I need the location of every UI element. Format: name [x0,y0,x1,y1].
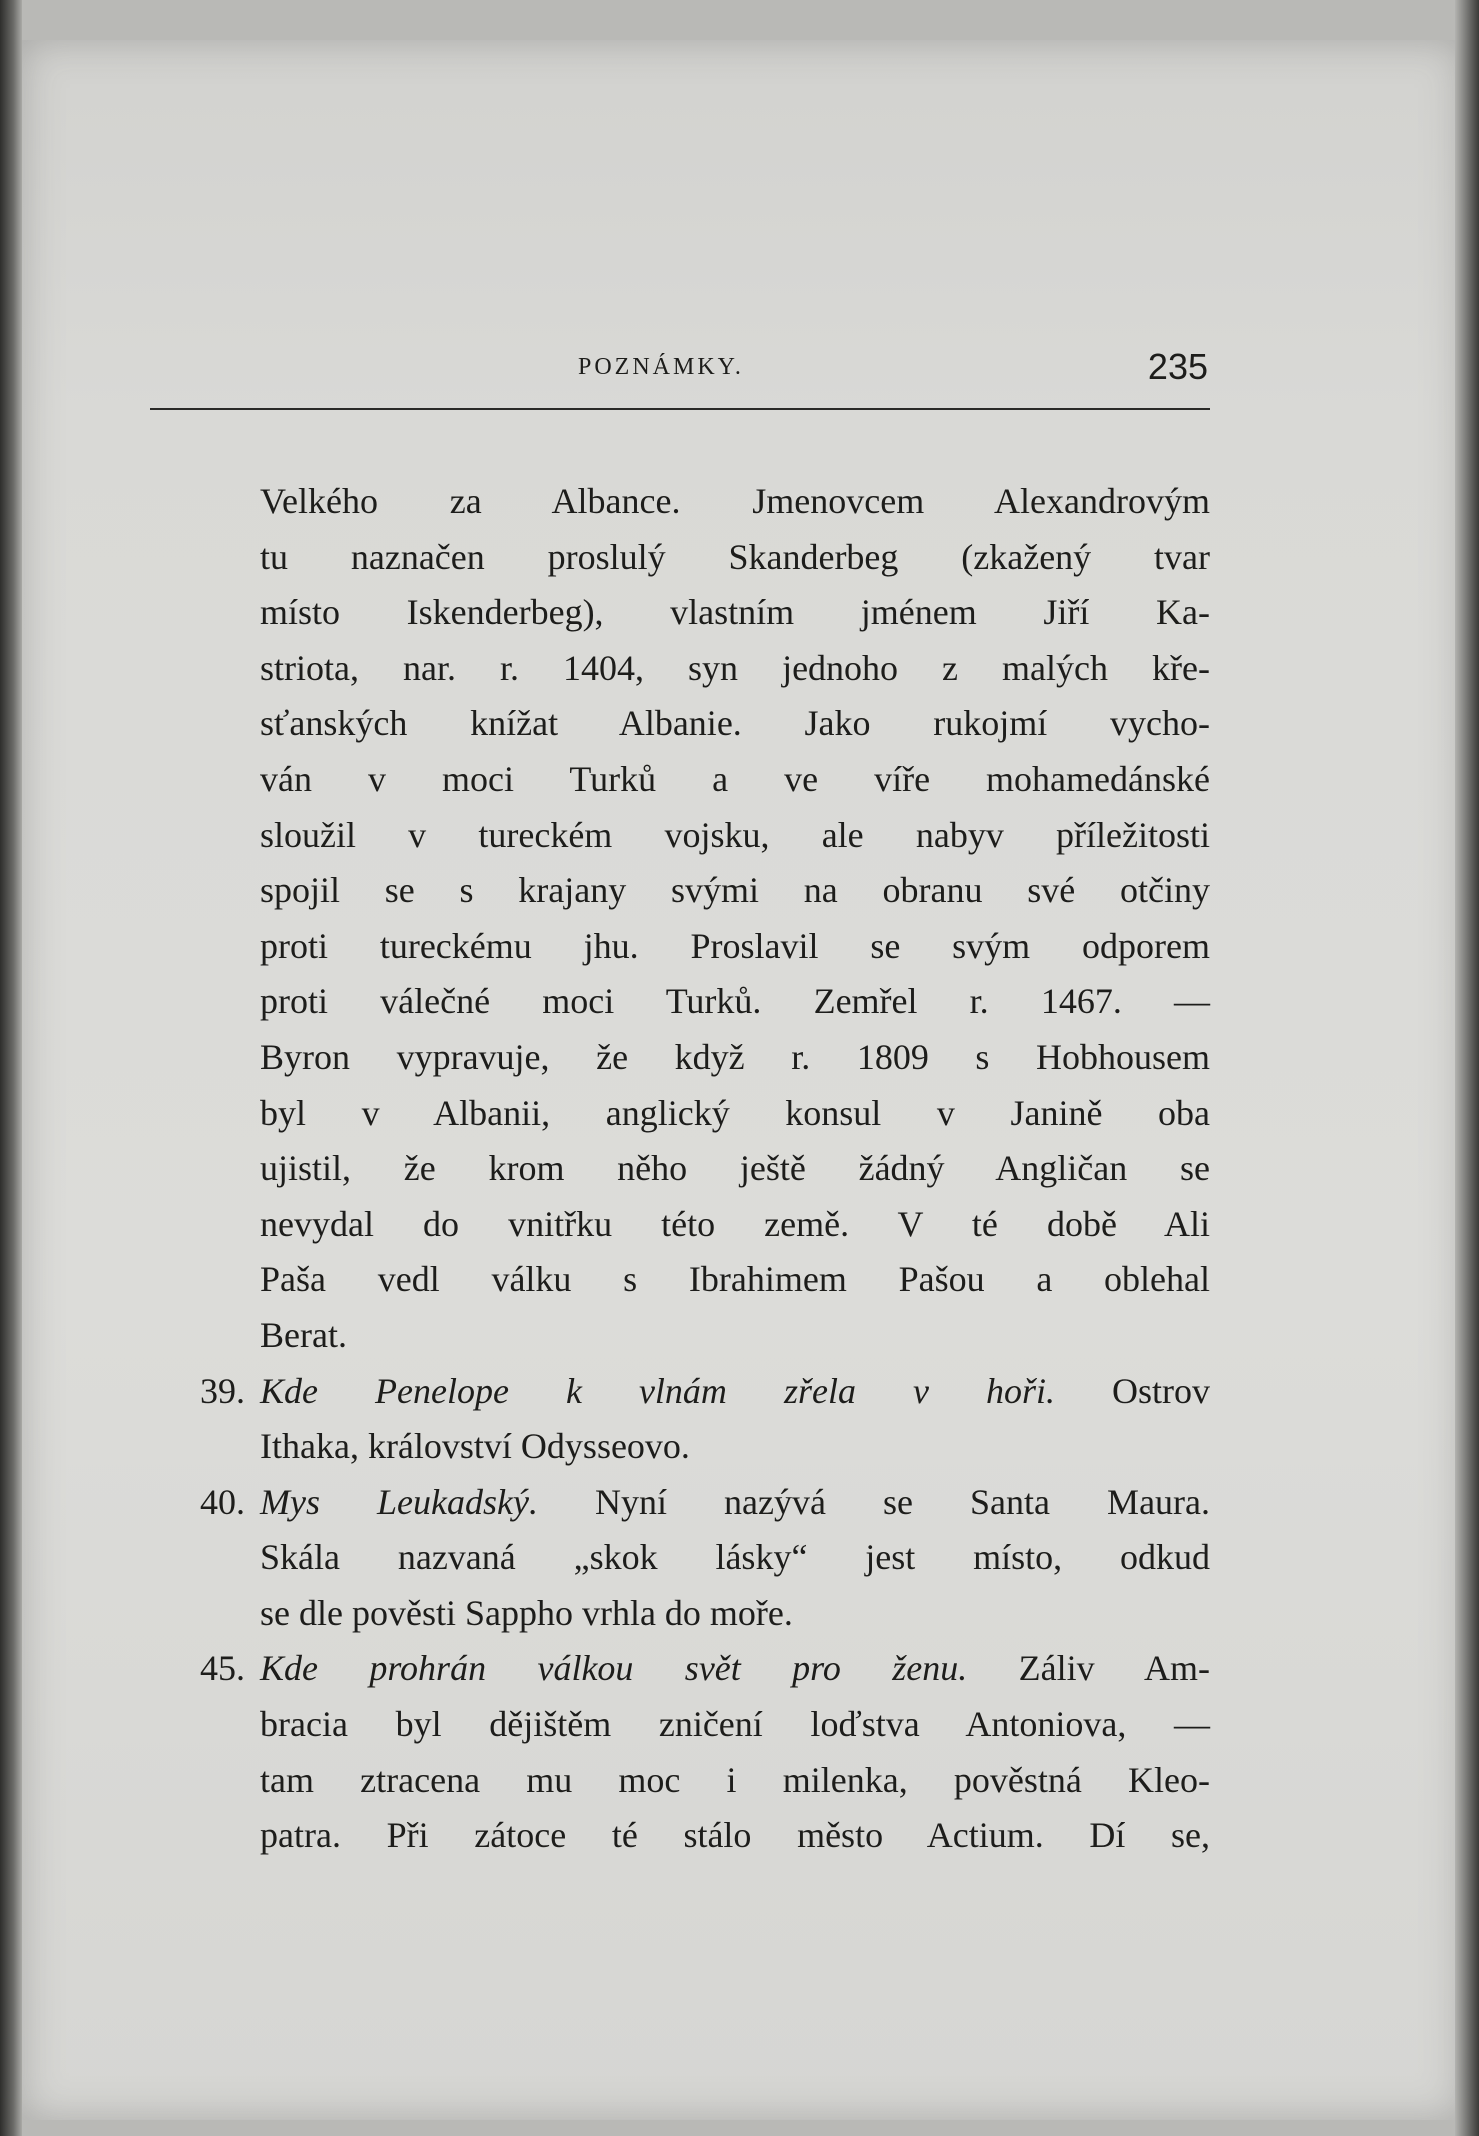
line-text: Berat. [260,1314,347,1355]
line-text: ujistil, že krom něho ještě žádný Angličan se [260,1148,1210,1189]
text-line [200,530,1210,586]
text-line [200,1141,1210,1197]
line-text: nevydal do vnitřku této země. V té době Ali [260,1203,1210,1244]
scan-edge-right [1455,0,1479,2136]
notes-text [200,474,1210,1864]
text-line [200,974,1210,1030]
text-line [200,1641,1210,1697]
text-line [200,919,1210,975]
text-line [200,474,1210,530]
text-line [200,1586,1210,1642]
line-text: Ostrov [1054,1370,1211,1411]
text-line [200,585,1210,641]
text-line [200,1030,1210,1086]
line-text: Ithaka, království Odysseovo. [260,1426,690,1467]
note-lemma: Kde Penelope k vlnám zřela v hoři. [260,1370,1055,1411]
line-text: sťanských knížat Albanie. Jako rukojmí vycho- [260,703,1210,744]
line-text: ván v moci Turků a ve víře mohamedánské [260,758,1210,799]
line-text: patra. Při zátoce té stálo město Actium. Dí se, [260,1815,1210,1856]
line-text: proti tureckému jhu. Proslavil se svým odporem [260,925,1210,966]
text-line [200,1808,1210,1864]
line-text: tu naznačen proslulý Skanderbeg (zkažený tvar [260,536,1210,577]
line-text: striota, nar. r. 1404, syn jednoho z malých kře- [260,647,1210,688]
line-text: Nyní nazývá se Santa Maura. [537,1481,1211,1522]
scan-edge-left [0,0,22,2136]
header-rule [150,408,1210,410]
text-line [200,1364,1210,1420]
line-text: Skála nazvaná „skok lásky“ jest místo, odkud [260,1537,1210,1578]
note-lemma: Kde prohrán válkou svět pro ženu. [260,1648,968,1689]
line-text: se dle pověsti Sappho vrhla do moře. [260,1592,793,1633]
text-line [200,863,1210,919]
line-text: proti válečné moci Turků. Zemřel r. 1467. — [260,981,1210,1022]
text-line [200,752,1210,808]
running-head [260,346,1208,394]
line-text: bracia byl dějištěm zničení loďstva Antoniova, — [260,1704,1210,1745]
note-number: 39. [200,1370,245,1411]
text-line [200,808,1210,864]
text-line [200,1697,1210,1753]
line-text: tam ztracena mu moc i milenka, pověstná Kleo- [260,1759,1210,1800]
line-text: místo Iskenderbeg), vlastním jménem Jiří Ka- [260,592,1210,633]
line-text: spojil se s krajany svými na obranu své otčiny [260,870,1210,911]
text-line [200,696,1210,752]
text-line [200,1086,1210,1142]
line-text: Paša vedl válku s Ibrahimem Pašou a oblehal [260,1259,1210,1300]
text-line [200,1252,1210,1308]
text-line [200,1197,1210,1253]
note-number: 45. [200,1648,245,1689]
text-line [200,1308,1210,1364]
line-text: Velkého za Albance. Jmenovcem Alexandrovým [260,481,1210,521]
running-title: POZNÁMKY. [578,354,744,380]
line-text: Byron vypravuje, že když r. 1809 s Hobhousem [260,1036,1210,1077]
text-line [200,1475,1210,1531]
text-line [200,1753,1210,1809]
note-lemma: Mys Leukadský. [260,1481,538,1522]
page-number: 235 [1147,346,1208,387]
line-text: Záliv Am- [967,1648,1210,1689]
text-line [200,1530,1210,1586]
line-text: byl v Albanii, anglický konsul v Janině oba [260,1092,1210,1133]
text-line [200,1419,1210,1475]
text-line [200,641,1210,697]
note-number: 40. [200,1481,245,1522]
line-text: sloužil v tureckém vojsku, ale nabyv příležitosti [260,814,1210,855]
